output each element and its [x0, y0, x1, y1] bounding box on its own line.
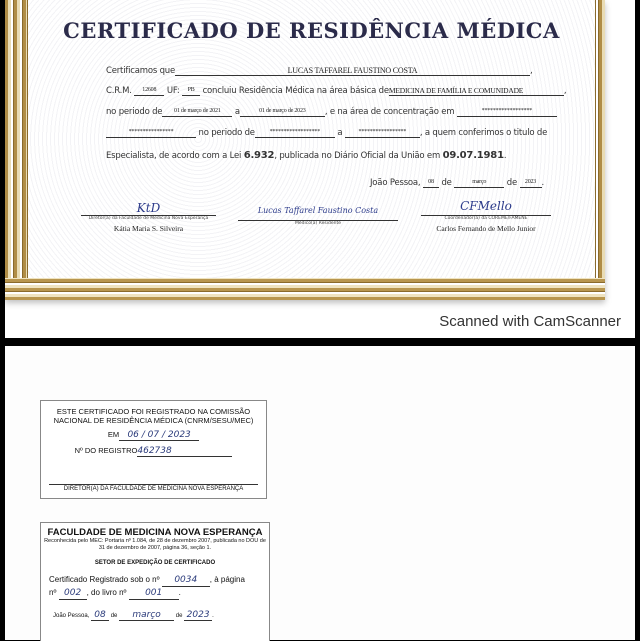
resident-name: LUCAS TAFFAREL FAUSTINO COSTA: [175, 66, 530, 76]
sector-title: SETOR DE EXPEDIÇÃO DE CERTIFICADO: [94, 560, 216, 566]
signature-scribble: KtD: [136, 201, 161, 215]
to-label: a: [234, 107, 240, 117]
period: .: [503, 151, 507, 161]
registration-date-row: [41, 430, 266, 441]
city-label: João Pessoa,: [370, 178, 421, 188]
concluded-text: concluiu Residência Médica na área básica de: [202, 86, 389, 96]
specialist-text: Especialista, de acordo com a Lei: [106, 151, 242, 161]
certificate-bottom-border: [5, 278, 605, 300]
basic-area-value: MEDICINA DE FAMÍLIA E COMUNIDADE: [389, 86, 564, 96]
signature-caption: Coordenador(a) da COREME/FAMENE: [444, 216, 528, 221]
registration-number: 462738: [137, 446, 232, 457]
line-crm: [106, 86, 566, 96]
book-number: 001: [129, 588, 179, 600]
city-label: João Pessoa,: [53, 613, 90, 619]
cnrm-registration-stamp: [40, 400, 267, 499]
crm-label: C.R.M.: [106, 86, 132, 96]
certificate-back-page: [5, 346, 635, 640]
de-label: de: [441, 178, 452, 188]
line-secondary-period: [106, 128, 547, 138]
line-law: [106, 150, 506, 161]
publication-date: 09.07.1981: [442, 150, 504, 161]
period-end: 01 de março de 2023: [240, 107, 325, 117]
registration-number-label: Nº DO REGISTRO: [74, 446, 138, 455]
registered-label: Certificado Registrado sob o nº: [49, 575, 160, 584]
to-label-2: a: [337, 128, 343, 138]
issue-year: 2023: [520, 178, 542, 188]
page-number: 002: [59, 588, 87, 600]
de-label: de: [175, 613, 183, 619]
title-text: , a quem conferimos o titulo de: [419, 128, 548, 138]
issue-day: 08: [423, 178, 439, 188]
month: março: [119, 610, 174, 621]
concentration-area: ******************: [457, 107, 557, 117]
signature-scribble: CFMello: [460, 199, 512, 213]
place-date-line: [370, 178, 544, 188]
signature-name: Kátia Maria S. Silveira: [113, 224, 184, 233]
signature-caption: Médico(a) Residente: [295, 221, 341, 226]
signature-director: [81, 201, 216, 233]
certify-label: Certificamos que: [106, 66, 176, 76]
period-start-2: ******************: [255, 128, 335, 138]
certificate-front-page: [5, 0, 635, 338]
concentration-area-cont: ****************: [106, 128, 196, 138]
year: 2023: [184, 610, 212, 621]
period-end-2: *****************: [345, 128, 420, 138]
comma: ,: [530, 66, 533, 76]
signature-coordinator: [421, 199, 551, 233]
signature-name: Carlos Fernando de Mello Junior: [436, 224, 536, 233]
signature-scribble: Lucas Taffarel Faustino Costa: [257, 206, 379, 215]
certificate-title: CERTIFICADO DE RESIDÊNCIA MÉDICA: [63, 18, 560, 43]
line-certify: [106, 66, 533, 76]
comma: ,: [563, 86, 567, 96]
faculty-place-date: João Pessoa, 08 de março de 2023 .: [53, 610, 214, 620]
period: .: [541, 178, 545, 188]
em-label: EM: [107, 430, 120, 439]
certificate-gold-border: [5, 0, 605, 300]
registry-details: Certificado Registrado sob o nº 0034 , à página nº 002 , do livro nº 001 .: [49, 575, 245, 598]
camscanner-watermark: Scanned with CamScanner: [439, 313, 621, 330]
page-label: , à página: [209, 575, 245, 584]
law-number: 6.932: [243, 150, 275, 161]
concentration-text: , e na área de concentração em: [324, 107, 455, 117]
day: 08: [91, 610, 109, 621]
signature-resident: [238, 206, 398, 226]
registration-date: 06 / 07 / 2023: [119, 430, 199, 441]
uf-value: PB: [182, 86, 200, 96]
faculty-name: FACULDADE DE MEDICINA NOVA ESPERANÇA: [47, 527, 263, 538]
period-start: 01 de março de 2021: [162, 107, 232, 117]
registry-number: 0034: [162, 575, 210, 587]
certificate-body: [27, 0, 596, 279]
uf-label: UF:: [166, 86, 180, 96]
issue-month: março: [454, 178, 504, 188]
faculty-registration-stamp: [40, 522, 270, 641]
line-period: [106, 107, 557, 117]
stamp-header: ESTE CERTIFICADO FOI REGISTRADO NA COMISSÃO NACIONAL DE RESIDÊNCIA MÉDICA (CNRM/SESU/MEC): [53, 407, 254, 425]
de-label: de: [506, 178, 517, 188]
de-label: de: [110, 613, 118, 619]
faculty-recognition: Reconhecida pelo MEC: Portaria nº 1.084, de 28 de dezembro 2007, publicada no DOU de 31 de dezembro de 2007, página 36, seção 1.: [44, 538, 266, 551]
period-label: no periodo de: [106, 107, 163, 117]
published-text: , publicada no Diário Oficial da União em: [274, 151, 441, 161]
signature-caption: Diretor(a) da Faculdade de Medicina Nova Esperança: [88, 216, 209, 221]
director-caption: DIRETOR(A) DA FACULDADE DE MEDICINA NOVA ESPERANÇA: [49, 484, 258, 492]
crm-value: 12608: [134, 86, 164, 96]
period-label-2: no periodo de: [198, 128, 255, 138]
page-separator: [0, 338, 640, 346]
registration-number-row: [41, 446, 266, 457]
page-number-label: nº: [49, 588, 57, 597]
book-label: , do livro nº: [86, 588, 127, 597]
